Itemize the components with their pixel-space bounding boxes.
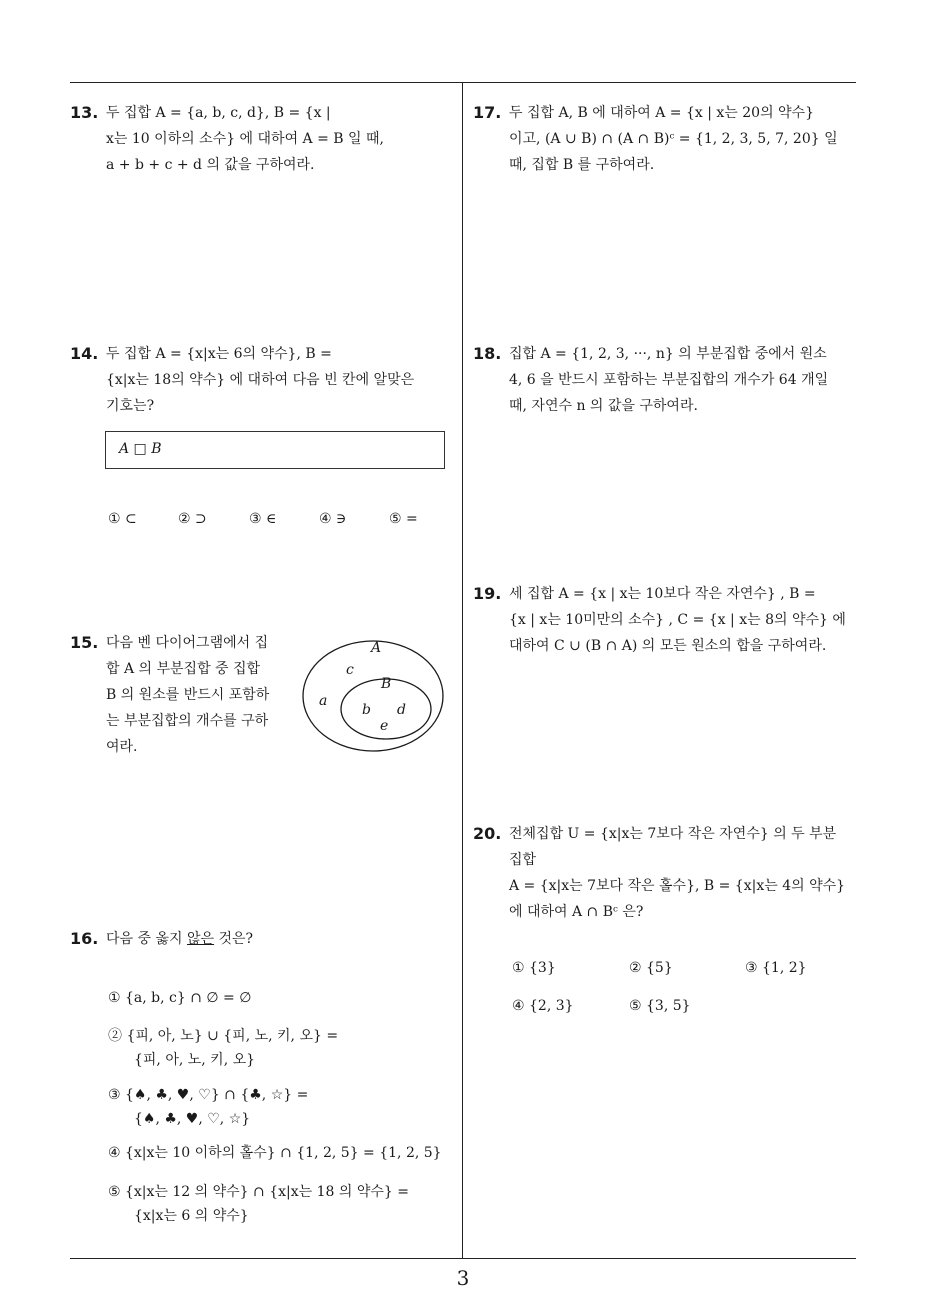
question-17 xyxy=(473,100,858,178)
question-text: 집합 A = {1, 2, 3, ···, n} 의 부분집합 중에서 원소 4, 6 을 반드시 포함하는 부분집합의 개수가 64 개일 때, 자연수 n 의 값을 구하여라. xyxy=(509,346,829,414)
option-3[interactable]: ③ ∈ xyxy=(249,511,277,527)
venn-diagram xyxy=(296,632,456,762)
element-b: b xyxy=(362,702,371,718)
question-number: 16. xyxy=(70,929,99,948)
question-number: 19. xyxy=(473,584,502,603)
option-2[interactable]: ② {5} xyxy=(629,960,673,976)
question-text: 다음 중 옳지 않은 것은? xyxy=(106,931,254,947)
label-A: A xyxy=(371,640,382,656)
question-text: 두 집합 A = {x|x는 6의 약수}, B = {x|x는 18의 약수} 에 대하여 다음 빈 칸에 알맞은 기호는? xyxy=(106,346,415,414)
question-15 xyxy=(70,630,285,760)
option-4[interactable]: ④ ∋ xyxy=(319,511,347,527)
question-number: 14. xyxy=(70,344,99,363)
answer-box: A □ B xyxy=(105,431,445,469)
question-text: 다음 벤 다이어그램에서 집 합 A 의 부분집합 중 집합 B 의 원소를 반드시 포함하 는 부분집합의 개수를 구하 여라. xyxy=(106,635,270,755)
question-13 xyxy=(70,100,455,178)
choice-4[interactable]: ④ {x|x는 10 이하의 홀수} ∩ {1, 2, 5} = {1, 2, 5} xyxy=(108,1145,442,1161)
bottom-rule xyxy=(70,1258,856,1259)
element-a: a xyxy=(319,693,328,709)
question-text: 전체집합 U = {x|x는 7보다 작은 자연수} 의 두 부분 집합 A = {x|x는 7보다 작은 홀수}, B = {x|x는 4의 약수} 에 대하여 A ∩ Bᶜ 은? xyxy=(509,826,846,920)
question-18 xyxy=(473,341,858,419)
question-number: 18. xyxy=(473,344,502,363)
element-d: d xyxy=(397,702,406,718)
question-19 xyxy=(473,581,858,659)
question-number: 20. xyxy=(473,824,502,843)
question-number: 13. xyxy=(70,103,99,122)
element-e: e xyxy=(380,718,389,734)
option-3[interactable]: ③ {1, 2} xyxy=(745,960,807,976)
column-divider xyxy=(462,83,463,1258)
question-text: 두 집합 A = {a, b, c, d}, B = {x | x는 10 이하의 소수} 에 대하여 A = B 일 때, a + b + c + d 의 값을 구하여라. xyxy=(106,105,384,173)
question-number: 17. xyxy=(473,103,502,122)
option-1[interactable]: ① ⊂ xyxy=(108,511,137,527)
question-text: 두 집합 A, B 에 대하여 A = {x | x는 20의 약수} 이고, (A ∪ B) ∩ (A ∩ B)ᶜ = {1, 2, 3, 5, 7, 20} 일 때, 집합 B 를 구하여라. xyxy=(509,105,838,173)
option-2[interactable]: ② ⊃ xyxy=(178,511,207,527)
question-16 xyxy=(70,926,455,952)
page-number: 3 xyxy=(456,1266,470,1290)
option-5[interactable]: ⑤ = xyxy=(389,511,418,527)
question-text: 세 집합 A = {x | x는 10보다 작은 자연수} , B = {x | x는 10미만의 소수} , C = {x | x는 8의 약수} 에 대하여 C ∪ (B ∩ A) 의 모든 원소의 합을 구하여라. xyxy=(509,586,846,654)
label-B: B xyxy=(381,676,392,692)
choice-2[interactable]: ② {피, 아, 노} ∪ {피, 노, 키, 오} = {피, 아, 노, 키, 오} xyxy=(108,1028,339,1068)
option-4[interactable]: ④ {2, 3} xyxy=(512,998,574,1014)
option-1[interactable]: ① {3} xyxy=(512,960,556,976)
question-20 xyxy=(473,821,858,925)
choice-5[interactable]: ⑤ {x|x는 12 의 약수} ∩ {x|x는 18 의 약수} = {x|x는 6 의 약수} xyxy=(108,1184,409,1224)
choice-3[interactable]: ③ {♠, ♣, ♥, ♡} ∩ {♣, ☆} = {♠, ♣, ♥, ♡, ☆} xyxy=(108,1087,309,1127)
question-14 xyxy=(70,341,455,419)
element-c: c xyxy=(346,662,354,678)
option-5[interactable]: ⑤ {3, 5} xyxy=(629,998,691,1014)
top-rule xyxy=(70,82,856,83)
question-number: 15. xyxy=(70,633,99,652)
choice-1[interactable]: ① {a, b, c} ∩ ∅ = ∅ xyxy=(108,990,252,1006)
